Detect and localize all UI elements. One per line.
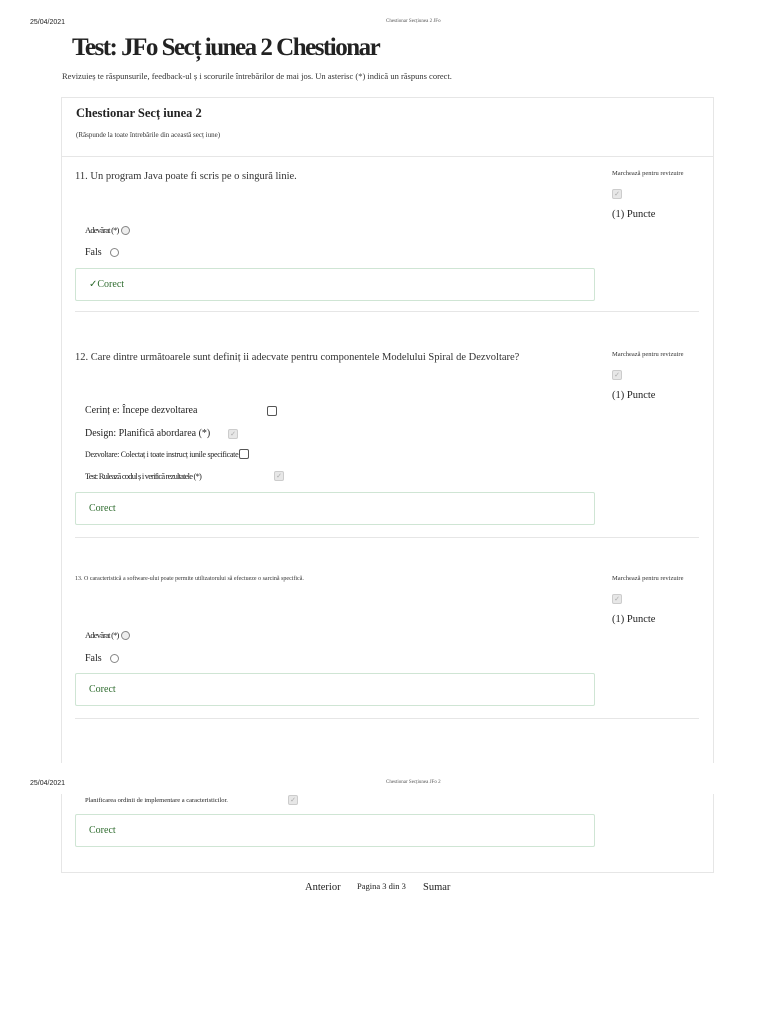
mark-for-review-label: Marchează pentru revizuire bbox=[612, 170, 684, 177]
mark-for-review-label: Marchează pentru revizuire bbox=[612, 575, 684, 582]
question-divider bbox=[75, 718, 699, 719]
mark-for-review-checkbox[interactable]: ✓ bbox=[612, 189, 622, 199]
option-label: Test: Rulează codul ș i verifică rezultatele (*) bbox=[85, 471, 202, 481]
feedback-correct: Corect bbox=[75, 814, 595, 847]
question-points: (1) Puncte bbox=[612, 390, 656, 401]
option-false[interactable] bbox=[85, 247, 119, 258]
option-label: Adevărat (*) bbox=[85, 630, 119, 640]
option-label: Planificarea ordinii de implementare a caracteristicilor. bbox=[85, 796, 228, 804]
checkbox-empty-icon[interactable] bbox=[239, 449, 249, 459]
option-label: Adevărat (*) bbox=[85, 225, 119, 235]
radio-selected-icon[interactable] bbox=[121, 226, 130, 235]
print-date: 25/04/2021 bbox=[30, 19, 66, 26]
feedback-correct: Corect bbox=[75, 673, 595, 706]
page-title: Test: JFo Secț iunea 2 Chestionar bbox=[72, 34, 380, 61]
question-11-text: 11. Un program Java poate fi scris pe o singură linie. bbox=[75, 171, 297, 182]
option-planning[interactable] bbox=[85, 795, 298, 805]
checkbox-empty-icon[interactable] bbox=[267, 406, 277, 416]
option-true[interactable] bbox=[85, 630, 130, 640]
summary-link[interactable]: Sumar bbox=[423, 882, 451, 893]
option-false[interactable] bbox=[85, 653, 119, 664]
option-true[interactable] bbox=[85, 225, 130, 235]
intro-text: Revizuieș te răspunsurile, feedback-ul ș i scorurile întrebărilor de mai jos. Un asterisc (*) indică un răspuns corect. bbox=[62, 71, 452, 81]
checkbox-checked-icon[interactable]: ✓ bbox=[274, 471, 284, 481]
option-label: Cerinț e: Începe dezvoltarea bbox=[85, 405, 198, 416]
section-subtitle: (Răspunde la toate întrebările din această secț iune) bbox=[76, 131, 221, 139]
mark-for-review-checkbox[interactable]: ✓ bbox=[612, 370, 622, 380]
previous-link[interactable]: Anterior bbox=[305, 882, 341, 893]
option-development[interactable] bbox=[85, 449, 249, 459]
feedback-correct: Corect bbox=[75, 492, 595, 525]
option-label: Dezvoltare: Colectaț i toate instrucț iunile specificate bbox=[85, 449, 239, 459]
question-divider bbox=[75, 311, 699, 312]
checkbox-checked-icon[interactable]: ✓ bbox=[288, 795, 298, 805]
option-test[interactable] bbox=[85, 471, 284, 481]
option-label: Fals bbox=[85, 247, 102, 258]
question-divider bbox=[75, 537, 699, 538]
option-label: Design: Planifică abordarea (*) bbox=[85, 428, 211, 439]
question-points: (1) Puncte bbox=[612, 614, 656, 625]
page-indicator: Pagina 3 din 3 bbox=[357, 881, 406, 891]
question-12-text: 12. Care dintre următoarele sunt definiț ii adecvate pentru componentele Modelului Spiral de Dezvoltare? bbox=[75, 352, 520, 363]
print-date: 25/04/2021 bbox=[30, 780, 66, 787]
mark-for-review-checkbox[interactable]: ✓ bbox=[612, 594, 622, 604]
question-13-text: 13. O caracteristică a software-ului poate permite utilizatorului să efectueze o sarcină specifică. bbox=[75, 576, 304, 582]
radio-empty-icon[interactable] bbox=[110, 248, 119, 257]
section-header bbox=[62, 98, 713, 157]
print-title: Chestionar Secțiunea JFo 2 bbox=[386, 780, 441, 785]
checkbox-checked-icon[interactable]: ✓ bbox=[228, 429, 238, 439]
question-points: (1) Puncte bbox=[612, 209, 656, 220]
section-title: Chestionar Secț iunea 2 bbox=[76, 106, 202, 120]
print-title: Chestionar Secțiunea 2 JFo bbox=[386, 19, 441, 24]
feedback-correct: ✓Corect bbox=[75, 268, 595, 301]
radio-empty-icon[interactable] bbox=[110, 654, 119, 663]
radio-selected-icon[interactable] bbox=[121, 631, 130, 640]
option-design[interactable] bbox=[85, 428, 238, 439]
option-requirements[interactable] bbox=[85, 405, 277, 416]
option-label: Fals bbox=[85, 653, 102, 664]
mark-for-review-label: Marchează pentru revizuire bbox=[612, 351, 684, 358]
